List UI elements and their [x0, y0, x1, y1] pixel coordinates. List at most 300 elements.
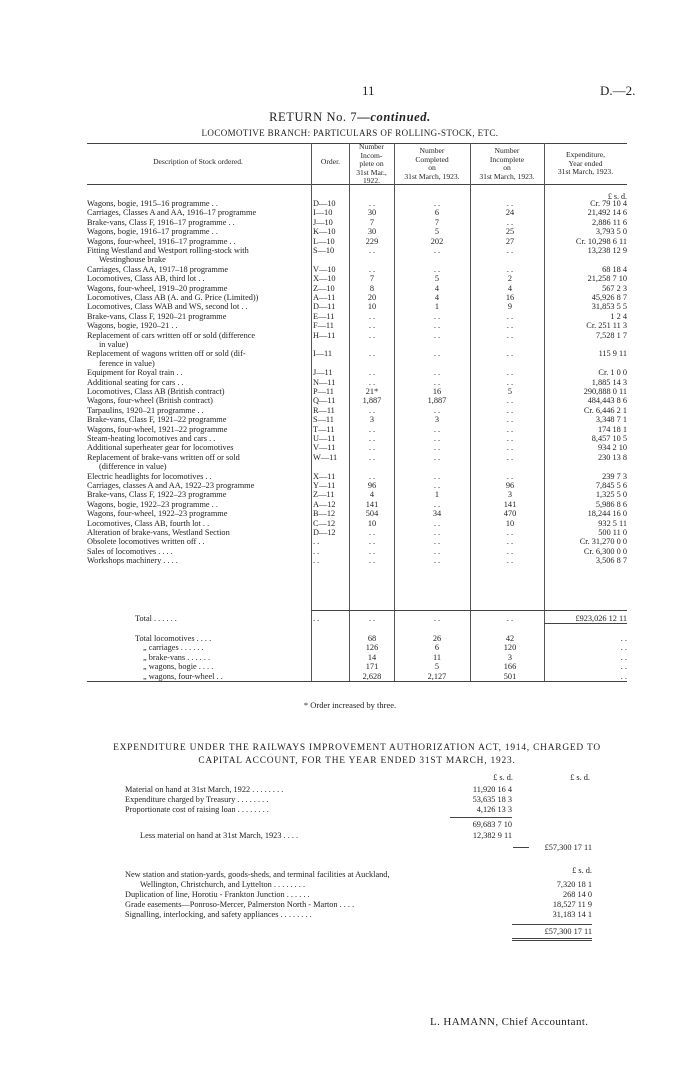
- works-item-amount: 18,527 11 9: [552, 900, 592, 909]
- row-order: S—10: [313, 246, 335, 255]
- row-expenditure: 230 13 8: [597, 452, 627, 462]
- totals-expenditure: . .: [620, 671, 627, 681]
- row-description: Obsolete locomotives written off . .: [87, 537, 205, 547]
- row-incomplete-1922: 10: [367, 518, 377, 528]
- row-completed-1923: . .: [433, 405, 441, 415]
- row-order: K—10: [313, 227, 336, 237]
- works-item-label: Wellington, Christchurch, and Lyttelton . . . . . . . .: [140, 880, 306, 889]
- works-total: £57,300 17 11: [544, 927, 592, 936]
- row-expenditure: 8,457 10 5: [591, 434, 627, 443]
- totals-incomplete-1923: 501: [503, 671, 517, 681]
- row-incomplete-1922: 4: [369, 490, 375, 500]
- row-expenditure: 7,845 5 6: [595, 481, 627, 490]
- row-incomplete-1922: 3: [369, 415, 375, 425]
- row-order: A—11: [313, 293, 336, 302]
- row-description: Additional superheater gear for locomotives: [87, 443, 234, 453]
- row-completed-1923: . .: [433, 246, 441, 255]
- row-description: Tarpaulins, 1920–21 programme . .: [87, 405, 204, 415]
- header-line: Number: [359, 142, 384, 151]
- row-incomplete-1923: . .: [506, 405, 514, 415]
- row-description: Replacement of wagons written off or sold (dif-: [87, 349, 246, 359]
- row-description: Carriages, Classes A and AA, 1916–17 programme: [87, 208, 257, 218]
- row-order: I—10: [313, 208, 333, 218]
- row-incomplete-1922: . .: [368, 443, 376, 453]
- row-description: Wagons, bogie, 1916–17 programme . .: [87, 227, 218, 237]
- row-incomplete-1923: . .: [506, 556, 514, 566]
- row-expenditure: 174 18 1: [597, 424, 627, 434]
- row-incomplete-1923: 5: [507, 387, 513, 396]
- row-description: Locomotives, Class AB, fourth lot . .: [87, 518, 210, 528]
- row-description: Wagons, four-wheel, 1922–23 programme: [87, 509, 228, 519]
- row-order: I—11: [313, 349, 333, 359]
- row-incomplete-1923: . .: [506, 311, 514, 321]
- works-item-label: Grade easements—Ponroso-Mercer, Palmerston North - Marton . . . .: [125, 900, 355, 909]
- row-incomplete-1923: . .: [506, 471, 514, 481]
- branch-subtitle: LOCOMOTIVE BRANCH: PARTICULARS OF ROLLING-STOCK, ETC.: [201, 128, 499, 138]
- row-order: T—11: [313, 424, 335, 434]
- header-description: Description of Stock ordered.: [153, 157, 243, 166]
- row-incomplete-1922: . .: [368, 471, 376, 481]
- expenditure-item-amount: 53,635 18 3: [472, 795, 512, 804]
- row-description: Sales of locomotives . . . .: [87, 546, 173, 556]
- row-expenditure: Cr. 1 0 0: [598, 368, 627, 378]
- totals-incomplete-1922: 2,628: [362, 671, 382, 681]
- row-completed-1923: . .: [433, 546, 441, 556]
- row-completed-1923: 7: [434, 217, 440, 227]
- works-item-label: Duplication of line, Horotiu - Frankton Junction . . . . . .: [125, 890, 310, 899]
- row-incomplete-1922: . .: [368, 246, 376, 255]
- header-expenditure: [544, 151, 627, 177]
- totals-label: Total locomotives . . . .: [135, 634, 212, 643]
- header-line: Year ended: [568, 158, 603, 168]
- row-completed-1923: . .: [433, 528, 441, 537]
- totals-incomplete-1923: 120: [503, 643, 517, 653]
- row-description: Westinghouse brake: [99, 255, 166, 265]
- row-incomplete-1922: . .: [368, 330, 376, 340]
- totals-incomplete-1923: 3: [507, 652, 513, 662]
- row-incomplete-1922: 7: [369, 217, 375, 227]
- row-incomplete-1922: 96: [367, 481, 377, 490]
- row-incomplete-1923: 24: [505, 208, 515, 218]
- row-completed-1923: 3: [434, 415, 440, 425]
- return-title: [0, 110, 700, 125]
- totals-incomplete-1922: 126: [365, 643, 379, 653]
- row-incomplete-1923: . .: [506, 415, 514, 425]
- row-expenditure: 18,244 16 0: [587, 509, 627, 519]
- row-order: . .: [313, 556, 320, 566]
- totals-incomplete-1922: 14: [367, 652, 377, 662]
- expenditure-col-head-b: £ s. d.: [570, 773, 590, 782]
- row-completed-1923: 16: [432, 387, 442, 396]
- row-order: U—11: [313, 434, 336, 443]
- row-completed-1923: 5: [434, 227, 440, 237]
- header-line: Expenditure,: [565, 150, 605, 159]
- row-description: ference in value): [99, 358, 155, 368]
- row-completed-1923: . .: [433, 199, 441, 208]
- row-expenditure: 3,793 5 0: [595, 227, 627, 237]
- total-expenditure: £923,026 12 11: [575, 614, 627, 623]
- row-incomplete-1922: 141: [365, 499, 379, 509]
- row-description: Replacement of cars written off or sold (difference: [87, 330, 256, 340]
- row-completed-1923: 4: [434, 283, 440, 293]
- row-completed-1923: 5: [434, 274, 440, 284]
- row-incomplete-1922: . .: [368, 546, 376, 556]
- header-line: on: [428, 163, 436, 173]
- row-expenditure: 31,853 5 5: [591, 302, 627, 312]
- currency-header: £ s. d.: [607, 192, 627, 201]
- row-incomplete-1922: 21*: [365, 387, 379, 396]
- row-completed-1923: . .: [433, 311, 441, 321]
- totals-incomplete-1923: 42: [505, 634, 515, 643]
- row-completed-1923: . .: [433, 349, 441, 359]
- works-item-label: Signalling, interlocking, and safety appliances . . . . . . . .: [125, 910, 312, 919]
- totals-expenditure: . .: [620, 652, 627, 662]
- row-expenditure: 2,886 11 6: [592, 217, 627, 227]
- row-incomplete-1923: . .: [506, 528, 514, 537]
- row-expenditure: 21,492 14 6: [587, 208, 627, 218]
- row-order: Y—11: [313, 481, 336, 490]
- total-completed-1923: . .: [433, 614, 441, 623]
- row-description: Carriages, Class AA, 1917–18 programme: [87, 264, 229, 274]
- row-incomplete-1922: 7: [369, 274, 375, 284]
- row-expenditure: 567 2 3: [602, 283, 627, 293]
- row-incomplete-1923: . .: [506, 368, 514, 378]
- col-divider: [311, 143, 312, 681]
- row-incomplete-1923: 141: [503, 499, 517, 509]
- expenditure-item-amount: 4,126 13 3: [476, 805, 512, 814]
- expenditure-title-line: EXPENDITURE UNDER THE RAILWAYS IMPROVEMENT AUTHORIZATION ACT, 1914, CHARGED TO: [113, 743, 601, 753]
- row-incomplete-1922: . .: [368, 556, 376, 566]
- row-order: V—10: [313, 264, 336, 274]
- row-order: A—12: [313, 499, 336, 509]
- row-description: Workshops machinery . . . .: [87, 556, 178, 566]
- totals-incomplete-1922: 68: [367, 634, 377, 643]
- row-description: in value): [99, 340, 129, 349]
- row-order: Q—11: [313, 396, 336, 406]
- document-reference: D.—2.: [600, 83, 636, 98]
- row-order: X—10: [313, 274, 336, 284]
- total-rule: [311, 610, 627, 611]
- row-incomplete-1923: 27: [505, 236, 515, 246]
- row-incomplete-1922: . .: [368, 537, 376, 547]
- row-incomplete-1923: . .: [506, 546, 514, 556]
- header-order: Order.: [320, 157, 341, 166]
- header-line: Number: [419, 146, 445, 155]
- header-line: plete on: [359, 159, 384, 169]
- row-expenditure: 7,528 1 7: [595, 330, 627, 340]
- row-order: B—12: [313, 509, 336, 519]
- works-col-head: £ s. d.: [572, 866, 592, 875]
- row-incomplete-1922: . .: [368, 377, 376, 387]
- row-description: Wagons, bogie, 1922–23 programme . .: [87, 499, 218, 509]
- header-completed-1923: [394, 147, 470, 181]
- row-completed-1923: . .: [433, 330, 441, 340]
- totals-expenditure: . .: [620, 662, 627, 672]
- row-completed-1923: 1: [434, 302, 440, 312]
- row-completed-1923: 1,887: [427, 396, 447, 406]
- net-leader-rule: [513, 847, 529, 848]
- row-incomplete-1922: 1,887: [362, 396, 382, 406]
- col-divider: [470, 143, 471, 681]
- row-incomplete-1922: 20: [367, 293, 377, 302]
- row-incomplete-1922: . .: [368, 368, 376, 378]
- row-order: J—11: [313, 368, 333, 378]
- row-expenditure: 5,986 8 6: [595, 499, 627, 509]
- works-item-amount: 31,183 14 1: [552, 910, 592, 919]
- row-expenditure: 1,325 5 0: [595, 490, 627, 500]
- row-order: X—11: [313, 471, 336, 481]
- expenditure-item-label: Proportionate cost of raising loan . . . . . . . .: [125, 805, 269, 814]
- return-title-main: RETURN No. 7: [269, 110, 358, 124]
- row-incomplete-1922: . .: [368, 405, 376, 415]
- header-line: Incom-: [360, 150, 383, 160]
- row-expenditure: 500 11 0: [598, 528, 627, 537]
- row-expenditure: 290,888 0 11: [583, 387, 627, 396]
- row-expenditure: 13,238 12 9: [587, 246, 627, 255]
- row-order: V—11: [313, 443, 336, 453]
- row-description: Brake-vans, Class F, 1922–23 programme: [87, 490, 227, 500]
- totals-incomplete-1922: 171: [365, 662, 379, 672]
- total-label: Total . . . . . .: [135, 614, 177, 623]
- row-order: P—11: [313, 387, 334, 396]
- row-incomplete-1922: . .: [368, 321, 376, 331]
- row-incomplete-1923: 9: [507, 302, 513, 312]
- row-incomplete-1923: . .: [506, 396, 514, 406]
- row-order: D—10: [313, 199, 336, 208]
- row-expenditure: 1,885 14 3: [591, 377, 627, 387]
- row-expenditure: 68 18 4: [602, 264, 627, 274]
- row-incomplete-1923: . .: [506, 537, 514, 547]
- row-order: J—10: [313, 217, 333, 227]
- row-order: Z—10: [313, 283, 335, 293]
- totals-completed-1923: 5: [434, 662, 440, 672]
- totals-completed-1923: 2,127: [427, 671, 447, 681]
- row-description: Wagons, bogie, 1920–21 . .: [87, 321, 178, 331]
- row-description: Wagons, four-wheel (British contract): [87, 396, 213, 406]
- row-incomplete-1922: . .: [368, 199, 376, 208]
- row-incomplete-1922: 229: [365, 236, 379, 246]
- totals-completed-1923: 11: [433, 652, 441, 662]
- row-incomplete-1923: 16: [505, 293, 515, 302]
- total-underline: [544, 623, 627, 624]
- row-incomplete-1922: 10: [367, 302, 377, 312]
- row-order: S—11: [313, 415, 334, 425]
- row-description: Replacement of brake-vans written off or sold: [87, 452, 240, 462]
- row-description: Locomotives, Class AB (British contract): [87, 387, 225, 396]
- row-completed-1923: 6: [434, 208, 440, 218]
- row-incomplete-1922: 8: [369, 283, 375, 293]
- expenditure-title: [87, 742, 627, 768]
- row-incomplete-1923: . .: [506, 199, 514, 208]
- row-completed-1923: . .: [433, 452, 441, 462]
- row-expenditure: 932 5 11: [598, 518, 627, 528]
- row-description: Wagons, bogie, 1915–16 programme . .: [87, 199, 218, 208]
- header-line: 31st Mar.,: [356, 167, 387, 177]
- row-incomplete-1923: . .: [506, 349, 514, 359]
- row-incomplete-1923: 10: [505, 518, 515, 528]
- subtotal-rule: [450, 817, 512, 818]
- row-expenditure: 45,926 8 7: [591, 293, 627, 302]
- row-expenditure: 239 7 3: [602, 471, 627, 481]
- row-description: Alteration of brake-vans, Westland Section: [87, 528, 230, 537]
- row-expenditure: Cr. 31,270 0 0: [579, 537, 627, 547]
- row-description: Brake-vans, Class F, 1920–21 programme: [87, 311, 227, 321]
- row-completed-1923: . .: [433, 481, 441, 490]
- row-expenditure: Cr. 6,300 0 0: [583, 546, 627, 556]
- row-order: H—11: [313, 330, 336, 340]
- total-order: . .: [313, 614, 320, 623]
- row-completed-1923: . .: [433, 443, 441, 453]
- row-description: Steam-heating locomotives and cars . .: [87, 434, 216, 443]
- row-incomplete-1923: 25: [505, 227, 515, 237]
- row-incomplete-1922: . .: [368, 424, 376, 434]
- row-incomplete-1923: . .: [506, 264, 514, 274]
- row-incomplete-1922: . .: [368, 452, 376, 462]
- header-line: 31st March, 1923.: [557, 167, 614, 177]
- row-expenditure: 115 9 11: [598, 349, 627, 359]
- row-incomplete-1923: . .: [506, 330, 514, 340]
- works-total-double-rule: [512, 938, 592, 939]
- totals-completed-1923: 6: [434, 643, 440, 653]
- works-item-amount: 7,320 18 1: [556, 880, 592, 889]
- row-incomplete-1922: . .: [368, 311, 376, 321]
- page-number: 11: [362, 83, 375, 98]
- row-incomplete-1923: . .: [506, 434, 514, 443]
- col-divider: [544, 143, 545, 681]
- expenditure-item-amount: 11,920 16 4: [472, 785, 512, 794]
- row-description: Additional seating for cars . .: [87, 377, 184, 387]
- row-incomplete-1923: . .: [506, 246, 514, 255]
- row-order: W—11: [313, 452, 338, 462]
- expenditure-item-label: Expenditure charged by Treasury . . . . . . . .: [125, 795, 269, 804]
- row-completed-1923: . .: [433, 471, 441, 481]
- row-completed-1923: . .: [433, 518, 441, 528]
- row-expenditure: Cr. 79 10 4: [590, 199, 627, 208]
- footnote: * Order increased by three.: [303, 700, 397, 710]
- row-expenditure: 21,258 7 10: [587, 274, 627, 284]
- row-incomplete-1922: . .: [368, 528, 376, 537]
- row-order: E—11: [313, 311, 335, 321]
- row-incomplete-1923: 96: [505, 481, 515, 490]
- row-order: D—12: [313, 528, 336, 537]
- row-description: Wagons, four-wheel, 1921–22 programme: [87, 424, 228, 434]
- works-item-label: New station and station-yards, goods-sheds, and terminal facilities at Auckland,: [125, 870, 390, 879]
- row-incomplete-1923: 3: [507, 490, 513, 500]
- totals-label: „ wagons, bogie . . . .: [143, 662, 214, 672]
- expenditure-item-label: Material on hand at 31st March, 1922 . . . . . . . .: [125, 785, 284, 794]
- header-line: Number: [494, 146, 520, 155]
- expenditure-subtotal: 69,683 7 10: [472, 820, 512, 829]
- row-description: Locomotives, Class WAB and WS, second lot . .: [87, 302, 248, 312]
- totals-label: „ wagons, four-wheel . .: [143, 671, 223, 681]
- row-description: Wagons, four-wheel, 1916–17 programme . .: [87, 236, 236, 246]
- header-line: Completed: [415, 154, 449, 164]
- row-description: Equipment for Royal train . .: [87, 368, 183, 378]
- row-expenditure: 1 2 4: [610, 311, 627, 321]
- row-completed-1923: 34: [432, 509, 442, 519]
- row-expenditure: Cr. 10,298 6 11: [575, 236, 627, 246]
- row-completed-1923: . .: [433, 499, 441, 509]
- signature: L. HAMANN, Chief Accountant.: [430, 1016, 589, 1028]
- row-expenditure: 484,443 8 6: [587, 396, 627, 406]
- row-order: F—11: [313, 321, 334, 331]
- row-incomplete-1923: 4: [507, 283, 513, 293]
- row-incomplete-1922: . .: [368, 349, 376, 359]
- row-expenditure: 3,348 7 1: [595, 415, 627, 425]
- total-incomplete-1922: . .: [368, 614, 376, 623]
- table-bottom-rule: [87, 681, 627, 682]
- row-incomplete-1922: . .: [368, 264, 376, 274]
- row-incomplete-1923: . .: [506, 321, 514, 331]
- works-total-double-rule: [512, 940, 592, 941]
- row-order: N—11: [313, 377, 336, 387]
- header-line: 1922.: [362, 176, 381, 186]
- header-line: 31st March, 1923.: [404, 171, 460, 181]
- row-completed-1923: . .: [433, 556, 441, 566]
- row-completed-1923: . .: [433, 321, 441, 331]
- header-line: Incomplete: [489, 154, 525, 164]
- row-completed-1923: . .: [433, 264, 441, 274]
- row-description: Fitting Westland and Westport rolling-stock with: [87, 246, 249, 255]
- row-incomplete-1923: . .: [506, 217, 514, 227]
- return-title-suffix: —continued.: [357, 110, 431, 124]
- works-total-rule: [512, 924, 592, 925]
- row-description: Locomotives, Class AB (A. and G. Price (Limited)): [87, 293, 259, 302]
- totals-label: „ carriages . . . . . .: [143, 643, 204, 653]
- row-description: Carriages, classes A and AA, 1922–23 programme: [87, 481, 255, 490]
- row-incomplete-1922: . .: [368, 434, 376, 443]
- header-incomplete-1923: [470, 147, 544, 181]
- row-expenditure: 3,506 8 7: [595, 556, 627, 566]
- row-description: Brake-vans, Class F, 1921–22 programme: [87, 415, 227, 425]
- row-expenditure: Cr. 6,446 2 1: [583, 405, 627, 415]
- row-incomplete-1923: . .: [506, 443, 514, 453]
- row-order: . .: [313, 546, 320, 556]
- row-incomplete-1923: . .: [506, 424, 514, 434]
- header-line: 31st March, 1923.: [479, 171, 535, 181]
- row-completed-1923: 1: [434, 490, 440, 500]
- row-order: L—10: [313, 236, 335, 246]
- row-completed-1923: . .: [433, 424, 441, 434]
- row-order: C—12: [313, 518, 336, 528]
- row-order: . .: [313, 537, 320, 547]
- row-completed-1923: . .: [433, 537, 441, 547]
- totals-incomplete-1923: 166: [503, 662, 517, 672]
- expenditure-title-line: CAPITAL ACCOUNT, FOR THE YEAR ENDED 31ST MARCH, 1923.: [198, 756, 516, 766]
- row-incomplete-1923: . .: [506, 452, 514, 462]
- header-incomplete-1922: [349, 143, 394, 186]
- total-incomplete-1923: . .: [506, 614, 514, 623]
- row-incomplete-1922: 30: [367, 208, 377, 218]
- header-line: on: [503, 163, 511, 173]
- row-expenditure: Cr. 251 11 3: [586, 321, 627, 331]
- row-incomplete-1923: 470: [503, 509, 517, 519]
- row-incomplete-1923: 2: [507, 274, 513, 284]
- row-expenditure: 934 2 10: [597, 443, 627, 453]
- expenditure-col-head-a: £ s. d.: [493, 773, 513, 782]
- row-incomplete-1922: 504: [365, 509, 379, 519]
- row-completed-1923: . .: [433, 434, 441, 443]
- row-incomplete-1922: 30: [367, 227, 377, 237]
- row-description: Brake-vans, Class F, 1916–17 programme . .: [87, 217, 235, 227]
- less-material-amount: 12,382 9 11: [472, 831, 512, 840]
- row-order: R—11: [313, 405, 335, 415]
- row-completed-1923: 202: [430, 236, 444, 246]
- totals-expenditure: . .: [620, 643, 627, 653]
- row-completed-1923: 4: [434, 293, 440, 302]
- row-description: Wagons, four-wheel, 1919–20 programme: [87, 283, 228, 293]
- row-description: Electric headlights for locomotives . .: [87, 471, 212, 481]
